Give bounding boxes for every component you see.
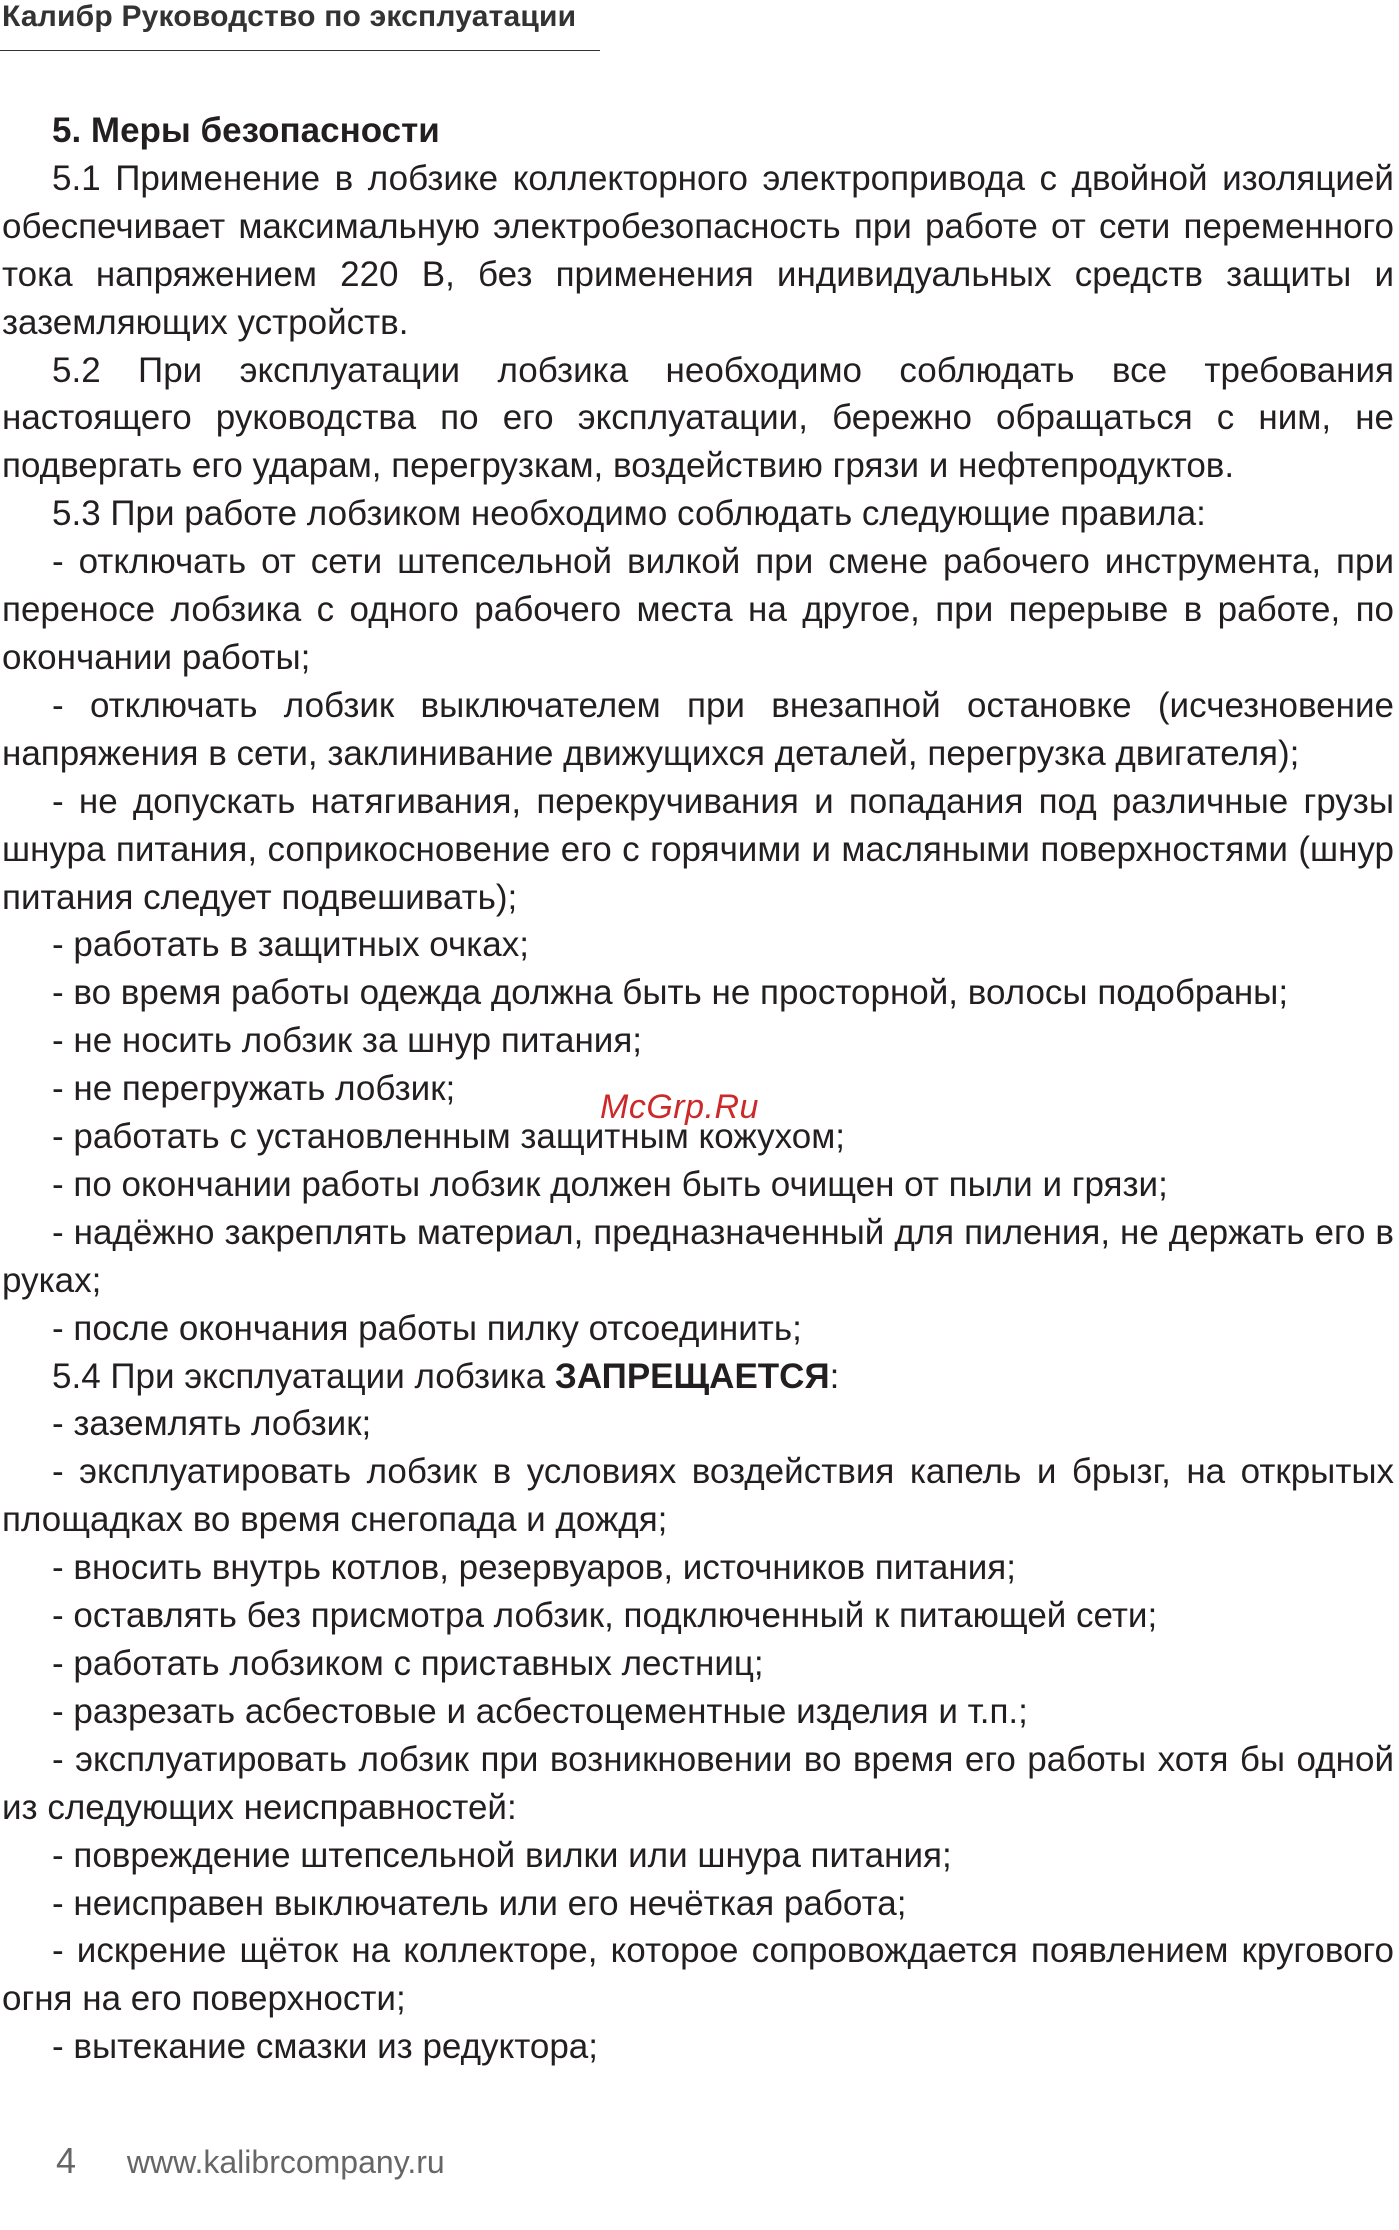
section-title: 5. Меры безопасности <box>52 111 440 150</box>
prohibition-item: - эксплуатировать лобзик при возникновении во время его работы хотя бы одной из следующих неисправностей: <box>2 1739 1394 1827</box>
prohibition-item: - оставлять без присмотра лобзик, подключенный к питающей сети; <box>52 1596 1158 1636</box>
page-header <box>0 0 600 51</box>
rule-item: - отключать лобзик выключателем при внезапной остановке (исчезновение напряжения в сети, заклинивание движущихся деталей, перегрузка двигателя); <box>2 685 1394 773</box>
paragraph-5-4-prefix: 5.4 При эксплуатации лобзика <box>52 1356 555 1396</box>
page-footer <box>56 2140 445 2182</box>
prohibition-item: - работать лобзиком с приставных лестниц; <box>52 1644 764 1683</box>
footer-url: www.kalibrcompany.ru <box>126 2144 445 2180</box>
prohibition-item: - искрение щёток на коллекторе, которое сопровождается появлением кругового огня на его поверхности; <box>2 1931 1394 2019</box>
prohibition-item: - вносить внутрь котлов, резервуаров, источников питания; <box>52 1548 1016 1588</box>
paragraph-5-4 <box>2 1353 1394 1401</box>
rule-item: - надёжно закреплять материал, предназначенный для пиления, не держать его в руках; <box>2 1212 1394 1300</box>
prohibition-item: - разрезать асбестовые и асбестоцементные изделия и т.п.; <box>52 1691 1028 1731</box>
prohibition-item: - повреждение штепсельной вилки или шнура питания; <box>52 1835 952 1875</box>
rule-item: - отключать от сети штепсельной вилкой при смене рабочего инструмента, при переносе лобзика с одного рабочего места на другое, при перерыве в работе, по окончании работы; <box>2 542 1394 677</box>
prohibition-item: - эксплуатировать лобзик в условиях воздействия капель и брызг, на открытых площадках во время снегопада и дождя; <box>2 1452 1394 1540</box>
watermark: McGrp.Ru <box>600 1088 759 1126</box>
prohibition-item: - неисправен выключатель или его нечёткая работа; <box>52 1883 907 1923</box>
prohibition-item: - вытекание смазки из редуктора; <box>52 2027 598 2067</box>
paragraph-5-2: 5.2 При эксплуатации лобзика необходимо соблюдать все требования настоящего руководства по его эксплуатации, бережно обращаться с ним, не подвергать его ударам, перегрузкам, воздействию грязи и нефтепродуктов. <box>2 350 1394 486</box>
page-number: 4 <box>56 2140 77 2181</box>
prohibited-emphasis: ЗАПРЕЩАЕТСЯ <box>554 1356 830 1396</box>
rule-item: - во время работы одежда должна быть не просторной, волосы подобраны; <box>52 973 1289 1013</box>
paragraph-5-3: 5.3 При работе лобзиком необходимо соблюдать следующие правила: <box>52 494 1206 534</box>
rule-item: - не допускать натягивания, перекручивания и попадания под различные грузы шнура питания, соприкосновение его с горячими и масляными поверхностями (шнур питания следует подвешивать); <box>2 781 1394 917</box>
header-title: Калибр Руководство по эксплуатации <box>2 0 577 33</box>
rule-item: - не носить лобзик за шнур питания; <box>52 1021 643 1061</box>
rule-item: - не перегружать лобзик; <box>52 1069 456 1109</box>
paragraph-5-1: 5.1 Применение в лобзике коллекторного электропривода с двойной изоляцией обеспечивает максимальную электробезопасность при работе от сети переменного тока напряжением 220 В, без применения индивидуальных средств защиты и заземляющих устройств. <box>2 158 1394 342</box>
rule-item: - работать с установленным защитным кожухом; <box>52 1117 845 1157</box>
rule-item: - работать в защитных очках; <box>52 925 529 965</box>
paragraph-5-4-suffix: : <box>829 1356 840 1396</box>
rule-item: - после окончания работы пилку отсоединить; <box>52 1308 802 1348</box>
rule-item: - по окончании работы лобзик должен быть очищен от пыли и грязи; <box>52 1164 1168 1204</box>
prohibition-item: - заземлять лобзик; <box>52 1404 372 1444</box>
